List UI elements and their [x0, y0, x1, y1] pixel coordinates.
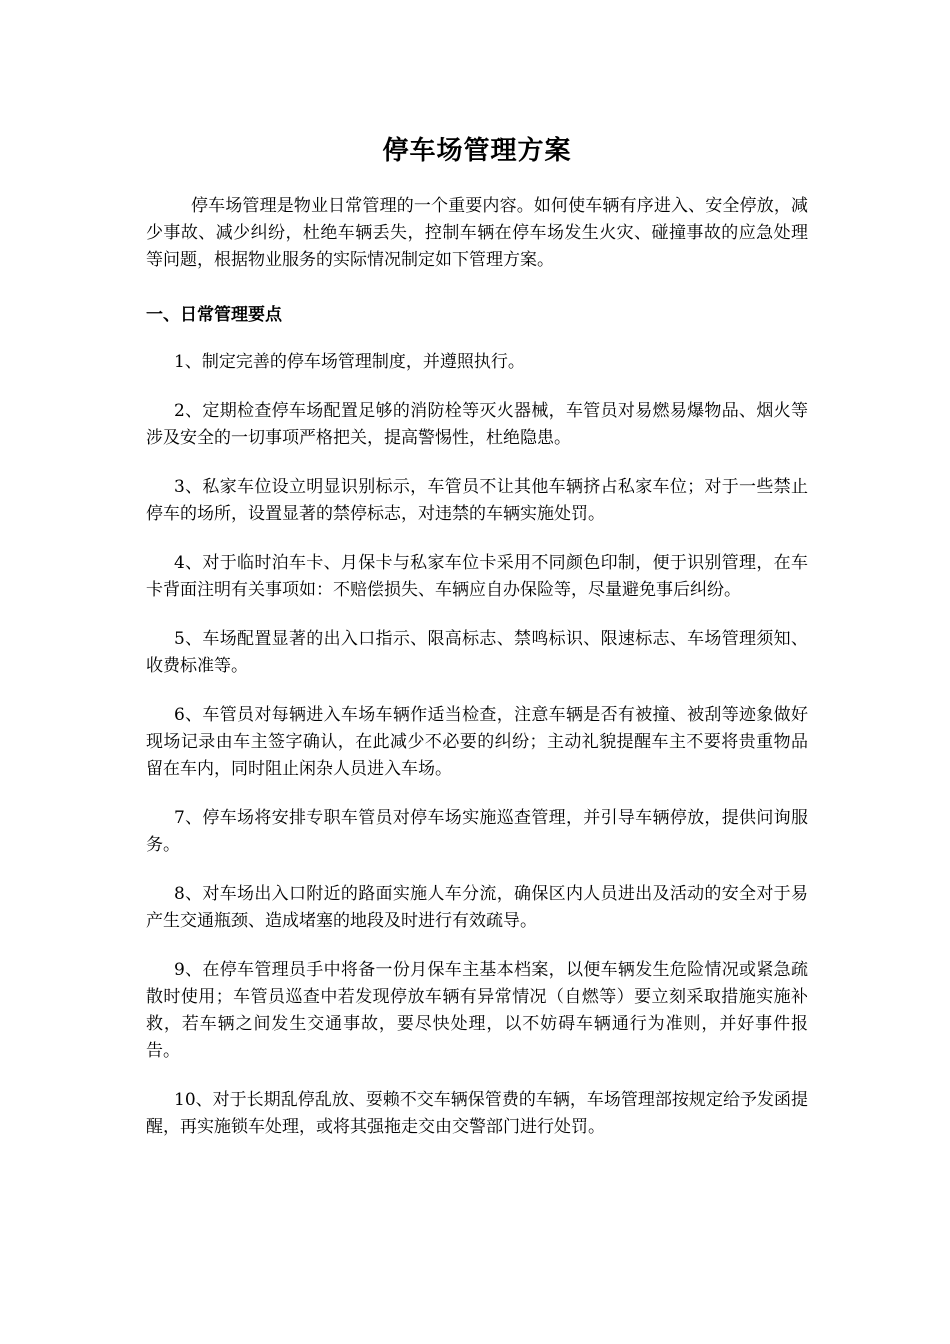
list-item: 6、车管员对每辆进入车场车辆作适当检查，注意车辆是否有被撞、被刮等迹象做好现场记录由车主签字确认，在此减少不必要的纠纷；主动礼貌提醒车主不要将贵重物品留在车内，同时阻止闲杂人员进入车场。	[146, 705, 808, 779]
list-item: 4、对于临时泊车卡、月保卡与私家车位卡采用不同颜色印制，便于识别管理，在车卡背面注明有关事项如：不赔偿损失、车辆应自办保险等，尽量避免事后纠纷。	[146, 553, 808, 600]
list-item: 7、停车场将安排专职车管员对停车场实施巡查管理，并引导车辆停放，提供问询服务。	[146, 808, 808, 855]
document-page	[146, 0, 808, 1141]
section-heading-daily-management: 一、日常管理要点	[146, 305, 282, 325]
list-item: 9、在停车管理员手中将备一份月保车主基本档案，以便车辆发生危险情况或紧急疏散时使用；车管员巡查中若发现停放车辆有异常情况（自燃等）要立刻采取措施实施补救，若车辆之间发生交通事故，要尽快处理，以不妨碍车辆通行为准则，并好事件报告。	[146, 960, 808, 1061]
list-item: 10、对于长期乱停乱放、耍赖不交车辆保管费的车辆，车场管理部按规定给予发函提醒，再实施锁车处理，或将其强拖走交由交警部门进行处罚。	[146, 1090, 808, 1137]
list-item: 3、私家车位设立明显识别标示，车管员不让其他车辆挤占私家车位；对于一些禁止停车的场所，设置显著的禁停标志，对违禁的车辆实施处罚。	[146, 477, 808, 524]
list-item: 2、定期检查停车场配置足够的消防栓等灭火器械，车管员对易燃易爆物品、烟火等涉及安全的一切事项严格把关，提高警惕性，杜绝隐患。	[146, 401, 808, 448]
list-item: 5、车场配置显著的出入口指示、限高标志、禁鸣标识、限速标志、车场管理须知、收费标准等。	[146, 629, 808, 676]
list-item: 8、对车场出入口附近的路面实施人车分流，确保区内人员进出及活动的安全对于易产生交通瓶颈、造成堵塞的地段及时进行有效疏导。	[146, 884, 808, 931]
document-title: 停车场管理方案	[382, 136, 572, 166]
intro-paragraph: 停车场管理是物业日常管理的一个重要内容。如何使车辆有序进入、安全停放，减少事故、减少纠纷，杜绝车辆丢失，控制车辆在停车场发生火灾、碰撞事故的应急处理等问题，根据物业服务的实际情况制定如下管理方案。	[146, 196, 808, 270]
list-item: 1、制定完善的停车场管理制度，并遵照执行。	[174, 352, 525, 372]
